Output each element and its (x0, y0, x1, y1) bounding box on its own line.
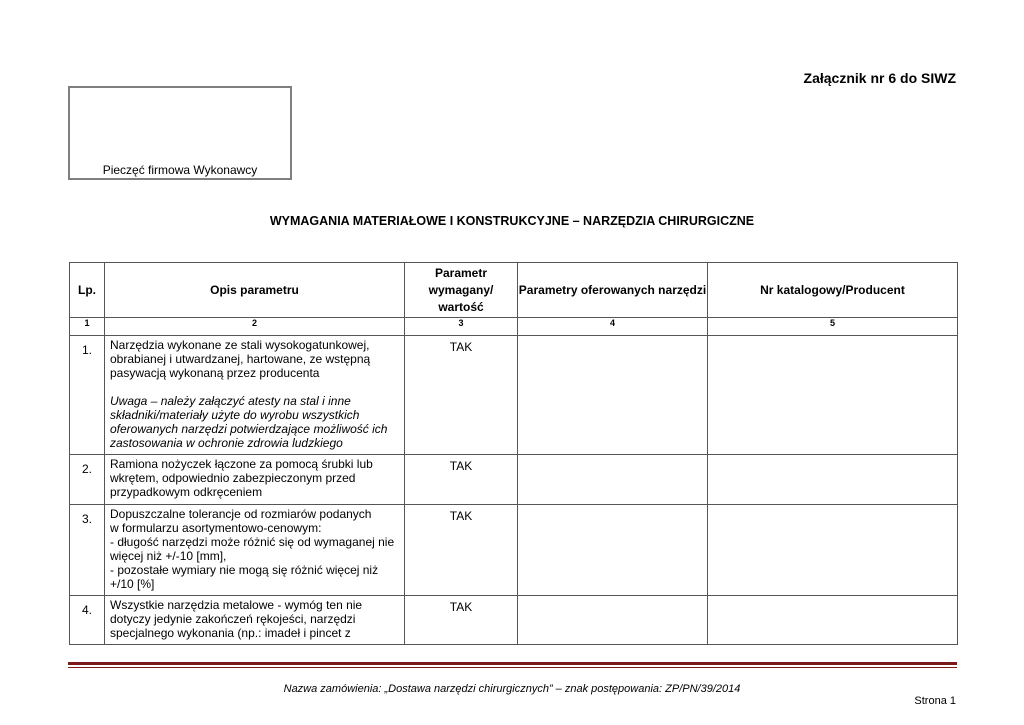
row-required-value: TAK (405, 505, 518, 596)
row-lp: 2. (70, 455, 105, 505)
order-name-footer: Nazwa zamówienia: „Dostawa narzędzi chirurgicznych” – znak postępowania: ZP/PN/39/2014 (283, 683, 741, 695)
company-stamp-box (68, 86, 292, 180)
table-row (70, 596, 958, 645)
column-number: 3 (405, 318, 518, 336)
row-description: Dopuszczalne tolerancje od rozmiarów podanych w formularzu asortymentowo-cenowym: - długość narzędzi może różnić się od wymaganej nie więcej niż +/-10 [mm], - pozostałe wymiary nie mogą się różnić więcej niż +/10 [%] (105, 505, 405, 596)
column-number: 2 (105, 318, 405, 336)
column-number: 5 (708, 318, 958, 336)
header-required: Parametr wymagany/ wartość (405, 263, 518, 318)
header-description: Opis parametru (105, 263, 405, 318)
column-number-row (70, 318, 958, 336)
header-offered: Parametry oferowanych narzędzi (518, 263, 708, 318)
row-offered-cell[interactable] (518, 455, 708, 505)
row-catalog-cell[interactable] (708, 336, 958, 455)
row-catalog-cell[interactable] (708, 505, 958, 596)
row-catalog-cell[interactable] (708, 455, 958, 505)
row-description (105, 336, 405, 455)
row-description: Wszystkie narzędzia metalowe - wymóg ten nie dotyczy jedynie zakończeń rękojeści, narzędzi specjalnego wykonania (np.: imadeł i pincet z (105, 596, 405, 645)
header-catalog: Nr katalogowy/Producent (708, 263, 958, 318)
row-lp: 3. (70, 505, 105, 596)
column-number: 1 (70, 318, 105, 336)
description-note: Uwaga – należy załączyć atesty na stal i inne składniki/materiały użyte do wyrobu wszystkich oferowanych narzędzi potwierdzające możliwość ich zastosowania w ochronie zdrowia ludzkiego (110, 394, 388, 450)
row-offered-cell[interactable] (518, 596, 708, 645)
header-lp: Lp. (70, 263, 105, 318)
description-text: Narzędzia wykonane ze stali wysokogatunkowej, obrabianej i utwardzanej, hartowane, ze wstępną pasywacją wykonaną przez producenta (110, 338, 371, 380)
row-required-value: TAK (405, 336, 518, 455)
row-offered-cell[interactable] (518, 336, 708, 455)
row-offered-cell[interactable] (518, 505, 708, 596)
table-row (70, 455, 958, 505)
document-title: WYMAGANIA MATERIAŁOWE I KONSTRUKCYJNE – NARZĘDZIA CHIRURGICZNE (269, 214, 755, 228)
table-row (70, 505, 958, 596)
footer-divider (68, 662, 957, 665)
table-row (70, 336, 958, 455)
row-required-value: TAK (405, 596, 518, 645)
row-lp: 4. (70, 596, 105, 645)
column-number: 4 (518, 318, 708, 336)
footer-divider-thin (68, 667, 957, 668)
table-header-row (70, 263, 958, 318)
page-number: Strona 1 (914, 695, 956, 707)
row-catalog-cell[interactable] (708, 596, 958, 645)
annex-label: Załącznik nr 6 do SIWZ (803, 70, 956, 86)
row-required-value: TAK (405, 455, 518, 505)
row-description: Ramiona nożyczek łączone za pomocą śrubki lub wkrętem, odpowiednio zabezpieczonym przed przypadkowym odkręceniem (105, 455, 405, 505)
requirements-table (69, 262, 958, 645)
stamp-label: Pieczęć firmowa Wykonawcy (102, 163, 258, 177)
row-lp: 1. (70, 336, 105, 455)
